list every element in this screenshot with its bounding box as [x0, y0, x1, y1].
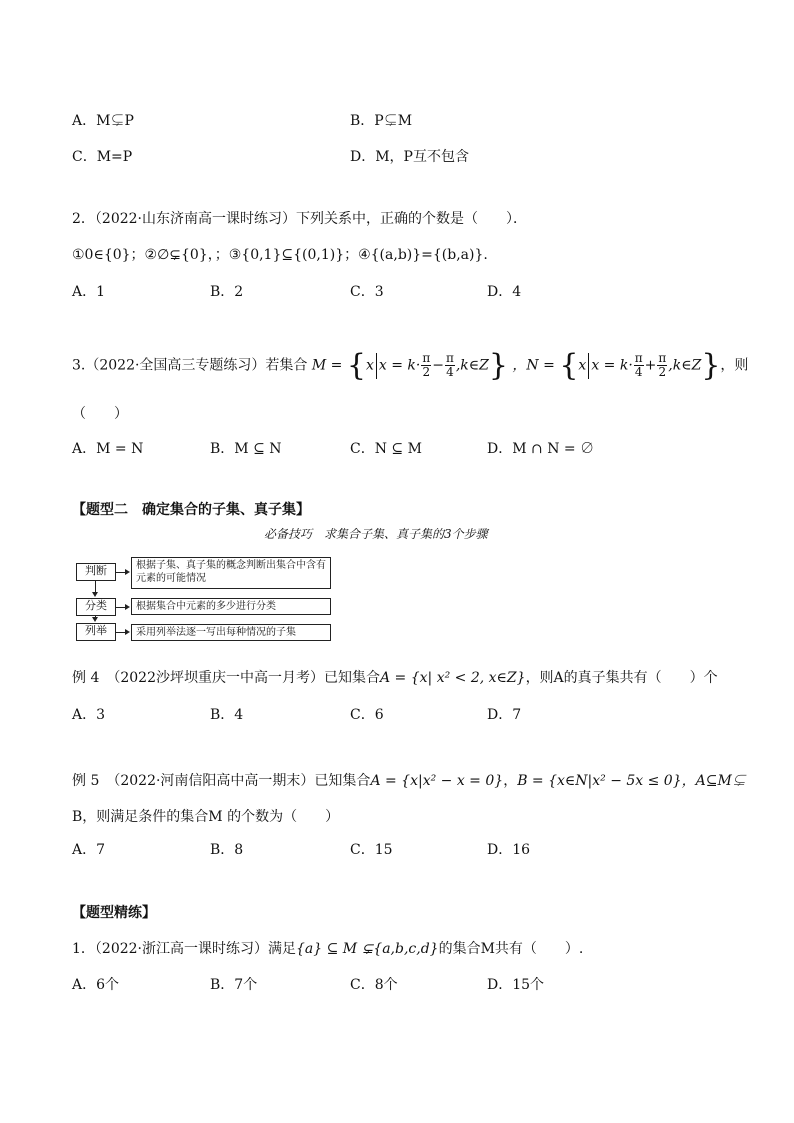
- flow-arrow-right-icon: [125, 569, 130, 575]
- q3-n-bar: [588, 353, 589, 379]
- flow-title: 必备技巧 求集合子集、真子集的3个步骤: [264, 527, 488, 541]
- practice-option-a: A．6个: [72, 977, 120, 993]
- q3-n-tail: ,k∈Z: [668, 357, 702, 374]
- q3-n-close-brace: }: [701, 348, 721, 383]
- q3-n-frac1-den: 4: [634, 365, 643, 379]
- ex4-option-a: A．3: [72, 707, 106, 723]
- section2-title: 【题型二 确定集合的子集、真子集】: [72, 502, 310, 518]
- ex5-set-b: B = {x∈N|x² − 5x ≤ 0}: [517, 773, 682, 789]
- flow-step-head-1: 判断: [76, 563, 116, 581]
- q3-m-frac1-den: 2: [422, 365, 431, 379]
- q3-n-var: x: [578, 357, 587, 374]
- q3-m-minus: −: [432, 357, 444, 374]
- q2-option-a: A．1: [72, 284, 106, 300]
- q3-m-frac1: [421, 352, 431, 379]
- practice-stem-a: 1．（2022·浙江高一课时练习）满足: [72, 941, 296, 957]
- ex5-option-c: C．15: [350, 842, 393, 858]
- q3-n-expr: x = k·: [591, 357, 633, 374]
- practice-rel: {a} ⊆ M ⊊{a,b,c,d}: [296, 941, 439, 957]
- flow-step-head-3: 列举: [76, 623, 116, 641]
- practice-stem-b: 的集合M共有（ ）.: [438, 941, 584, 957]
- ex4-stem: [72, 667, 718, 687]
- flow-step-text-3: 采用列举法逐一写出每种情况的子集: [131, 624, 331, 641]
- q1-option-c: C．M=P: [72, 149, 133, 165]
- q1-option-b: B．P⊊M: [350, 113, 413, 129]
- q3-m-frac2-num: π: [445, 351, 454, 365]
- q3-option-a: A．M = N: [72, 441, 144, 457]
- q3-option-d: D．M ∩ N = ∅: [487, 441, 595, 457]
- q3-m-expr: x = k·: [378, 357, 421, 374]
- ex4-option-d: D．7: [487, 707, 522, 723]
- practice-option-c: C．8个: [350, 977, 398, 993]
- q3-n-frac2-den: 2: [658, 365, 667, 379]
- flow-step-head-2: 分类: [76, 598, 116, 616]
- q3-m-frac2: [445, 352, 455, 379]
- practice-option-b: B．7个: [210, 977, 258, 993]
- q3-n-plus: +: [644, 357, 657, 374]
- ex5-rel: ，A⊆M⊊: [681, 773, 746, 789]
- ex5-option-b: B．8: [210, 842, 244, 858]
- q2-option-b: B．2: [210, 284, 244, 300]
- q3-n-open-brace: {: [559, 348, 579, 383]
- q3-n-frac1: [634, 352, 644, 379]
- q3-prefix: 3.（2022·全国高三专题练习）若集合: [72, 357, 308, 374]
- ex5-option-a: A．7: [72, 842, 106, 858]
- flow-arrow-right-icon: [125, 604, 130, 610]
- practice-q1-stem: [72, 938, 583, 958]
- q2-option-d: D．4: [487, 284, 522, 300]
- q3-n-frac2-num: π: [658, 351, 667, 365]
- ex5-sep: ，: [503, 773, 518, 789]
- q2-option-c: C．3: [350, 284, 384, 300]
- flow-step-text-2: 根据集合中元素的多少进行分类: [131, 598, 331, 615]
- q3-suffix: ，则: [720, 357, 749, 374]
- flow-step-text-1: 根据子集、真子集的概念判断出集合中含有元素的可能情况: [131, 557, 331, 589]
- q3-n-frac2: [657, 352, 667, 379]
- q2-items: ①0∈{0}；②∅⊊{0}，；③{0,1}⊆{(0,1)}；④{(a,b)}={(b,a)}.: [72, 247, 488, 263]
- q3-m-lhs: M =: [311, 357, 347, 374]
- q3-n-lhs: ，N =: [512, 357, 560, 374]
- q1-option-a: A．M⊊P: [72, 113, 134, 129]
- q1-option-d: D．M，P互不包含: [350, 149, 469, 165]
- q3-option-c: C．N ⊆ M: [350, 441, 422, 457]
- q3-m-bar: [376, 353, 377, 379]
- q3-m-close-brace: }: [488, 348, 508, 383]
- q2-stem: 2．（2022·山东济南高一课时练习）下列关系中，正确的个数是（ ）．: [72, 211, 527, 227]
- ex5-line2: B，则满足条件的集合M 的个数为（ ）: [72, 809, 340, 825]
- ex5-option-d: D．16: [487, 842, 531, 858]
- flow-arrow-right-icon: [125, 629, 130, 635]
- q3-m-var: x: [365, 357, 374, 374]
- practice-option-d: D．15个: [487, 977, 545, 993]
- ex4-set: A = {x| x² < 2, x∈Z}: [380, 670, 526, 686]
- q3-stem: [72, 348, 748, 383]
- flow-arrow-down-icon: [92, 617, 98, 622]
- q3-m-frac2-den: 4: [446, 365, 454, 379]
- q3-option-b: B．M ⊆ N: [210, 441, 282, 457]
- ex5-stem: [72, 770, 746, 790]
- ex5-stem-a: 例 5 （2022·河南信阳高中高一期末）已知集合: [72, 773, 371, 789]
- flow-arrow-down-icon: [92, 592, 98, 597]
- q3-m-frac1-num: π: [422, 351, 431, 365]
- practice-title: 【题型精练】: [72, 905, 156, 921]
- q3-m-tail: ,k∈Z: [455, 357, 489, 374]
- q3-n-frac1-num: π: [634, 351, 643, 365]
- ex4-option-c: C．6: [350, 707, 384, 723]
- ex4-option-b: B．4: [210, 707, 244, 723]
- ex4-stem-a: 例 4 （2022沙坪坝重庆一中高一月考）已知集合: [72, 670, 380, 686]
- q3-m-open-brace: {: [346, 348, 366, 383]
- ex4-stem-b: ，则A的真子集共有（ ）个: [525, 670, 718, 686]
- ex5-set-a: A = {x|x² − x = 0}: [370, 773, 504, 789]
- q3-paren: （ ）: [72, 406, 128, 422]
